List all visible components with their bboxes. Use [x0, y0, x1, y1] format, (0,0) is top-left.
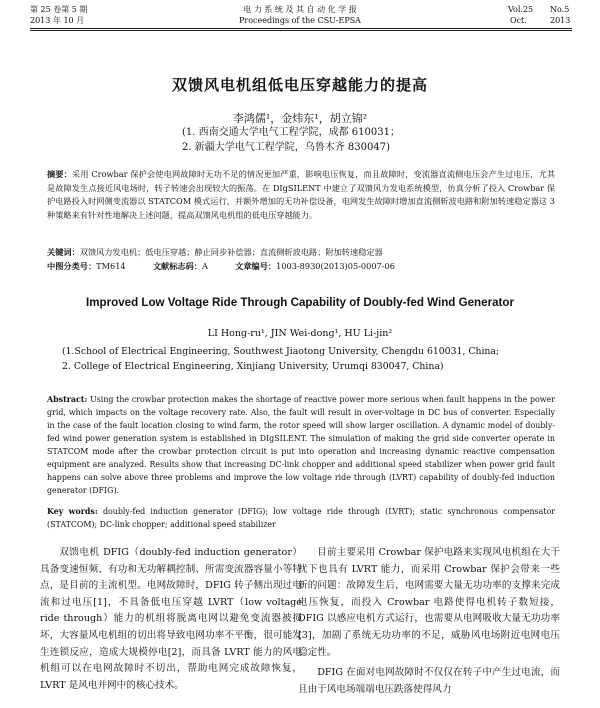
affiliation-en-2: 2. College of Electrical Engineering, Xinjiang University, Urumqi 830047, China) [62, 361, 444, 372]
header-journal-cn: 电 力 系 统 及 其 自 动 化 学 报 [243, 5, 357, 14]
doc-code-label: 文献标志码： [152, 261, 202, 271]
body-column-left [40, 545, 302, 694]
abstract-cn-label: 摘要： [47, 169, 72, 179]
article-no-label: 文章编号： [235, 261, 277, 271]
title-cn: 双馈风电机组低电压穿越能力的提高 [171, 76, 428, 94]
keywords-cn-text: 双馈风力发电机；低电压穿越；静止同步补偿器；直流侧斩波电路；附加转速稳定器 [79, 247, 383, 257]
header-vol-en: Vol.25 [508, 5, 534, 14]
keywords-en-label: Key words: [47, 507, 98, 516]
header-date-cn: 2013 年 10 月 [30, 16, 85, 25]
header-year-en: 2013 [550, 16, 571, 25]
keywords-cn-label: 关键词： [47, 247, 80, 257]
keywords-en-text: doubly-fed induction generator (DFIG); low voltage ride through (LVRT); static synchronous compensator (STATCOM); DC-link chopper; additional speed stabilizer [47, 507, 555, 529]
article-no-value: 1003-8930(2013)05-0007-06 [276, 261, 395, 271]
clc-value: TM614 [96, 261, 126, 271]
header-month-en: Oct. [510, 16, 527, 25]
title-en: Improved Low Voltage Ride Through Capability of Doubly-fed Wind Generator [85, 296, 515, 309]
affiliation-en-1: (1.School of Electrical Engineering, Southwest Jiaotong University, Chengdu 610031, China; [62, 346, 500, 357]
body-right-paragraph-2: DFIG 在面对电网故障时不仅仅在转子中产生过电流，而且由于风电场端端电压跌落使得风力 [298, 667, 560, 695]
classification-cn [47, 260, 555, 272]
abstract-en-text: Using the crowbar protection makes the shortage of reactive power more serious when fault happens in the power grid, which impacts on the voltage recovery rate. Also, the fault will result in over-voltage in DC bus of converter. Especially in the case of the fault location closing to wind farm, the rotor speed will show larger oscillation. A dynamic model of doubly-fed wind power generation system is established in DIgSILENT. The simulation of making the grid side converter operate in STATCOM mode after the crowbar protection circuit is put into operation and increasing dynamic reactive compensation equipment are analyzed. Results show that increasing DC-link chopper and additional speed stabilizer when power grid fault happens can solve above three problems and improve the low voltage ride through (LVRT) capability of doubly-fed induction generator (DFIG). [47, 395, 555, 495]
affiliation-cn-2: 2. 新疆大学电气工程学院，乌鲁木齐 830047) [182, 142, 390, 153]
header-journal-en: Proceedings of the CSU-EPSA [239, 16, 361, 25]
abstract-cn-text: 采用 Crowbar 保护会使电网故障时无功不足的情况更加严重，影响电压恢复，而且故障时，变流器直流侧电压会产生过电压，尤其是故障发生点接近风电场时，转子转速会出现较大的振荡。在 DIgSILENT 中建立了双馈风力发电系统模型，仿真分析了投入 Crowbar 保护电路投入时网侧变流器以 STATCOM 模式运行，并额外增加的无功补偿设备，电网发生故障时增加直流侧斩波电路和附加转速稳定器这 3 种策略来有针对性地解决上述问题，提高双馈风电机组的低电压穿越能力。 [47, 169, 555, 220]
abstract-cn [47, 168, 555, 222]
affiliation-cn-1: (1. 西南交通大学电气工程学院，成都 610031； [182, 127, 400, 138]
header-rule [30, 28, 572, 31]
authors-cn: 李鸿儒¹，金炜东¹，胡立锦² [232, 112, 368, 125]
body-column-right [298, 545, 560, 698]
body-right-paragraph-1: 目前主要采用 Crowbar 保护电路来实现风电机组在大干扰下也具有 LVRT 能力，而采用 Crowbar 保护会带来一些新的问题：故障发生后，电网需要大量无功功率的支撑来完成电压恢复，而投入 Crowbar 电路使得电机转子数短接，DFIG 以感应电机方式运行，也需要从电网吸收大量无功功率[3]，加剧了系统无功功率的不足，威胁风电场附近电网电压稳定性。 [298, 547, 560, 658]
abstract-en-label: Abstract: [47, 395, 88, 404]
keywords-cn [47, 246, 555, 258]
header-vol-issue-cn: 第 25 卷第 5 期 [30, 5, 88, 14]
abstract-en [47, 393, 555, 497]
clc-label: 中图分类号： [47, 261, 97, 271]
keywords-en [47, 505, 555, 531]
body-left-paragraph-1: 双馈电机 DFIG（doubly-fed induction generator）具备变速恒频、有功和无功解耦控制、所需变流器容量小等特点，是目前的主流机型。电网故障时，DFIG 转子侧出现过电流和过电压[1]，不具备低电压穿越 LVRT（low voltage ride through）能力的机组将脱离电网以避免变流器被损坏，大容量风电机组的切出将导致电网功率不平衡，很可能发生连锁反应，造成大规模停电[2]，而具备 LVRT 能力的风电机组可以在电网故障时不切出，帮助电网完成故障恢复，LVRT 是风电并网中的核心技术。 [40, 547, 302, 691]
doc-code-value: A [201, 261, 208, 271]
authors-en: LI Hong-ru¹, JIN Wei-dong¹, HU Li-jin² [207, 328, 393, 339]
header-no-en: No.5 [550, 5, 570, 14]
